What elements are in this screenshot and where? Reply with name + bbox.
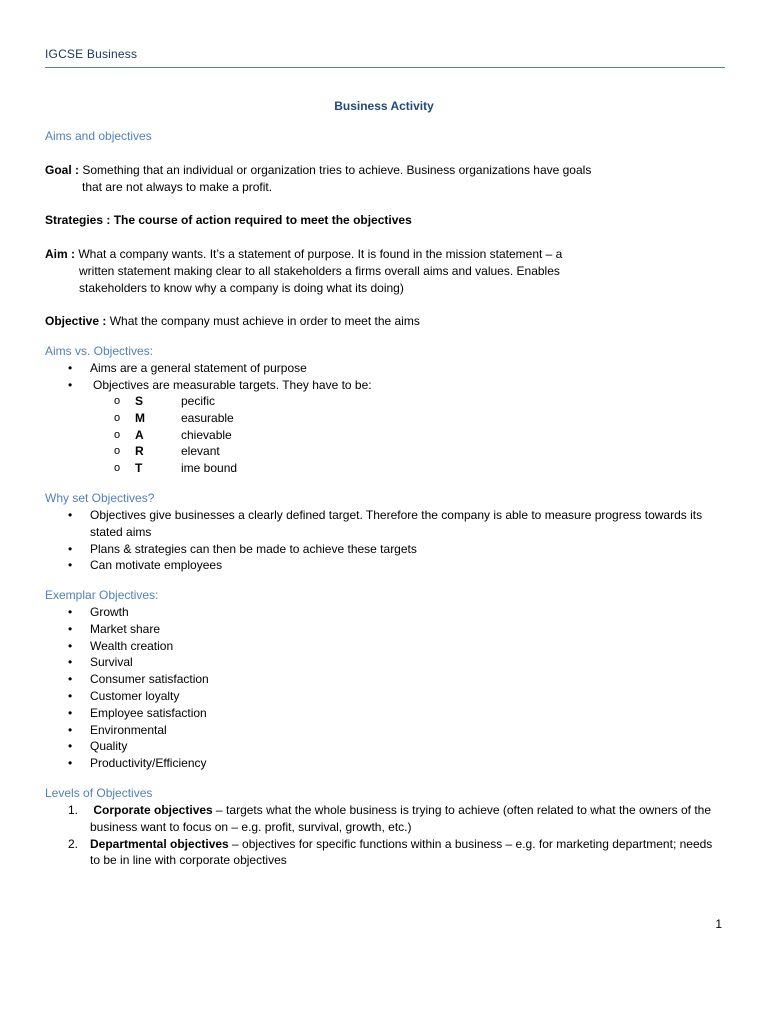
- term-objective: Objective :: [45, 314, 107, 328]
- list-item: [45, 738, 725, 755]
- list-item-text: Wealth creation: [90, 638, 174, 653]
- list-item: [45, 688, 725, 705]
- list-item: [45, 722, 725, 739]
- list-item-text: Growth: [90, 605, 129, 619]
- list-item: [45, 557, 725, 574]
- list-item-text: Objectives give businesses a clearly defined target. Therefore the company is able to measure progress towards its stated aims: [90, 508, 703, 539]
- heading-exemplar-objectives: Exemplar Objectives:: [45, 588, 159, 602]
- list-item-text: Quality: [90, 739, 128, 754]
- level-term: Departmental objectives: [90, 836, 229, 851]
- smart-word: chievable: [181, 427, 232, 442]
- bullet-icon: •: [68, 558, 73, 573]
- smart-letter: R: [135, 444, 144, 459]
- bullet-icon: •: [68, 672, 73, 687]
- bullet-icon: •: [68, 361, 73, 375]
- term-goal: Goal :: [45, 163, 80, 177]
- list-item: [45, 507, 725, 541]
- heading-aims-vs-objectives: Aims vs. Objectives:: [45, 344, 154, 358]
- bullet-icon: •: [68, 605, 73, 619]
- aim-line3: stakeholders to know why a company is doing what its doing): [79, 280, 404, 295]
- page-header: IGCSE Business: [45, 47, 138, 61]
- circle-bullet-icon: o: [114, 445, 121, 458]
- list-item-text: Survival: [90, 655, 133, 670]
- exemplar-objectives-list: [45, 604, 725, 772]
- smart-letter: A: [135, 427, 144, 442]
- aims-vs-objectives-list: [45, 360, 725, 394]
- list-number: 2.: [68, 836, 79, 851]
- heading-aims-and-objectives: Aims and objectives: [45, 129, 152, 143]
- list-item: [45, 377, 725, 394]
- heading-levels-of-objectives: Levels of Objectives: [45, 786, 153, 800]
- list-item: [45, 541, 725, 558]
- term-aim: Aim :: [45, 247, 75, 261]
- list-number: 1.: [68, 803, 79, 817]
- bullet-icon: •: [68, 377, 73, 392]
- smart-item: [45, 393, 345, 410]
- heading-why-set-objectives: Why set Objectives?: [45, 491, 155, 505]
- list-item: [45, 604, 725, 621]
- list-item-text: Objectives are measurable targets. They have to be:: [93, 377, 372, 392]
- list-item-text: Aims are a general statement of purpose: [90, 361, 307, 375]
- list-item: [45, 755, 725, 772]
- list-item: [45, 360, 725, 377]
- smart-letter: S: [135, 394, 144, 408]
- smart-word: ime bound: [181, 461, 238, 476]
- list-item: [45, 802, 725, 836]
- smart-letter: T: [135, 461, 143, 476]
- definition-strategies: Strategies : The course of action required to meet the objectives: [45, 213, 412, 227]
- list-item-text: Productivity/Efficiency: [90, 756, 207, 771]
- goal-line2: that are not always to make a profit.: [82, 179, 273, 194]
- smart-item: [45, 443, 345, 460]
- bullet-icon: •: [68, 722, 73, 737]
- circle-bullet-icon: o: [114, 462, 121, 475]
- levels-of-objectives-list: [45, 802, 725, 869]
- aim-line2: written statement making clear to all stakeholders a firms overall aims and values. Enables: [79, 263, 560, 278]
- smart-list: [45, 393, 345, 477]
- circle-bullet-icon: o: [114, 411, 121, 424]
- smart-item: [45, 427, 345, 444]
- smart-letter: M: [135, 410, 145, 425]
- page-number: 1: [715, 917, 722, 931]
- smart-item: [45, 410, 345, 427]
- level-description: – objectives for specific functions within a business – e.g. for marketing department; needs to be in line with corporate objectives: [90, 836, 713, 868]
- list-item-text: Consumer satisfaction: [90, 672, 209, 687]
- bullet-icon: •: [68, 739, 73, 754]
- definition-objective: [45, 313, 725, 330]
- list-item-text: Employee satisfaction: [90, 705, 207, 720]
- level-description: – targets what the whole business is trying to achieve (often related to what the owners of the business want to focus on – e.g. profit, survival, growth, etc.): [90, 803, 711, 834]
- bullet-icon: •: [68, 655, 73, 670]
- definition-goal: [45, 162, 725, 196]
- bullet-icon: •: [68, 621, 73, 636]
- list-item: [45, 638, 725, 655]
- bullet-icon: •: [68, 756, 73, 771]
- bullet-icon: •: [68, 705, 73, 720]
- bullet-icon: •: [68, 508, 73, 522]
- list-item-text: Plans & strategies can then be made to achieve these targets: [90, 541, 417, 556]
- list-item: [45, 705, 725, 722]
- list-item: [45, 836, 725, 870]
- level-term: Corporate objectives: [93, 803, 213, 817]
- list-item: [45, 654, 725, 671]
- bullet-icon: •: [68, 541, 73, 556]
- smart-word: pecific: [181, 394, 216, 408]
- objective-line1: What the company must achieve in order to meet the aims: [106, 314, 420, 328]
- circle-bullet-icon: o: [114, 428, 121, 441]
- list-item-text: Customer loyalty: [90, 688, 180, 703]
- document-title: Business Activity: [334, 99, 434, 113]
- smart-word: elevant: [181, 444, 220, 459]
- aim-line1: What a company wants. It’s a statement of purpose. It is found in the mission statement – a: [75, 247, 563, 261]
- list-item: [45, 621, 725, 638]
- circle-bullet-icon: o: [114, 395, 121, 407]
- definition-aim: [45, 246, 725, 296]
- bullet-icon: •: [68, 688, 73, 703]
- list-item: [45, 671, 725, 688]
- header-divider: [45, 67, 725, 68]
- list-item-text: Environmental: [90, 722, 167, 737]
- bullet-icon: •: [68, 638, 73, 653]
- smart-item: [45, 460, 345, 477]
- list-item-text: Can motivate employees: [90, 558, 223, 573]
- smart-word: easurable: [181, 410, 234, 425]
- goal-line1: Something that an individual or organization tries to achieve. Business organizations have goals: [79, 163, 592, 177]
- why-objectives-list: [45, 507, 725, 574]
- list-item-text: Market share: [90, 621, 161, 636]
